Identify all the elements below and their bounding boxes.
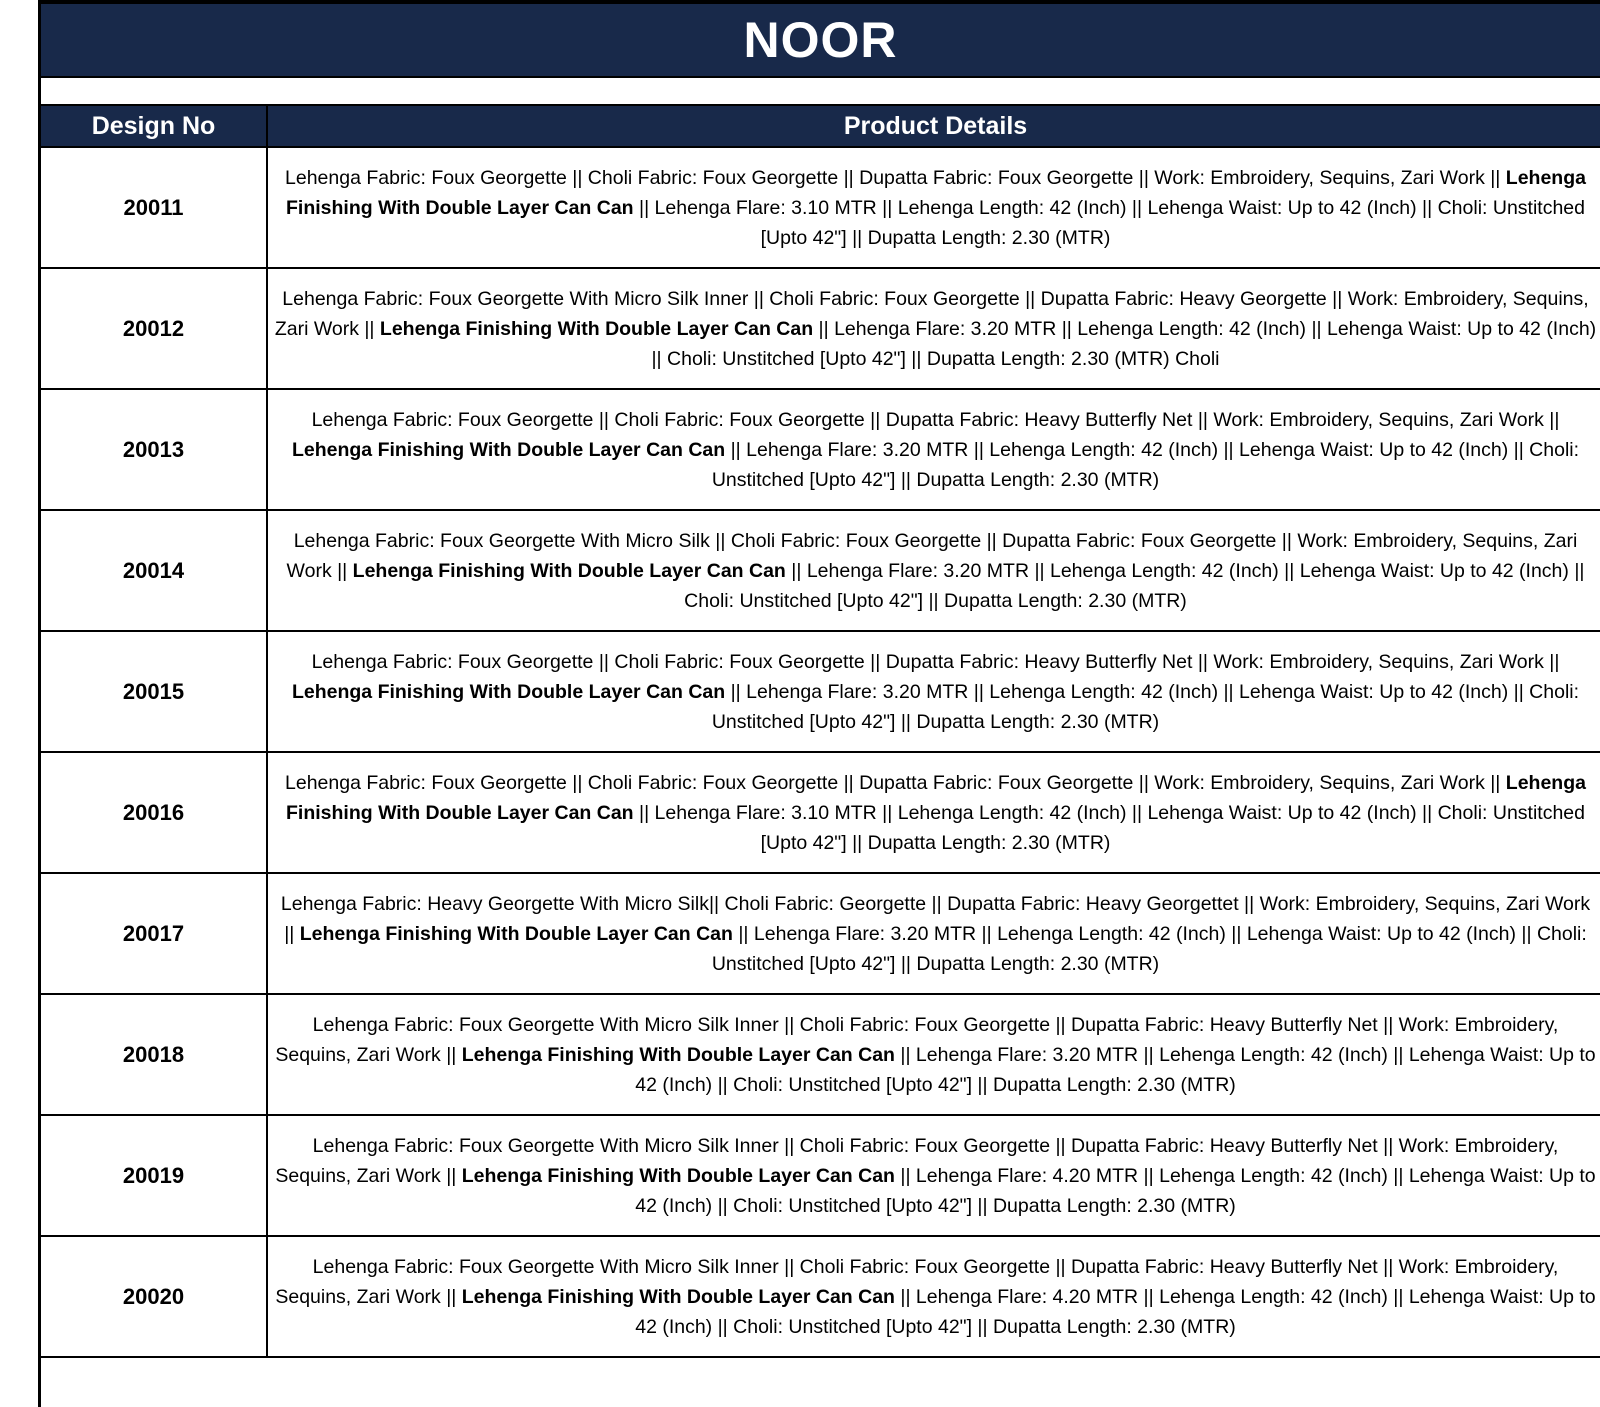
table-row xyxy=(41,1236,1600,1357)
product-details-cell xyxy=(267,510,1600,631)
details-text: Lehenga Fabric: Foux Georgette With Micro Silk Inner || Choli Fabric: Foux Georgette || Dupatta Fabric: Heavy Butterfly Net || Work: Embroidery, Sequins, Zari Work || xyxy=(275,1013,1559,1066)
details-text: Lehenga Fabric: Foux Georgette || Choli Fabric: Foux Georgette || Dupatta Fabric: Heavy Butterfly Net || Work: Embroidery, Sequins, Zari Work || xyxy=(311,650,1560,673)
details-text: Lehenga Fabric: Foux Georgette || Choli Fabric: Foux Georgette || Dupatta Fabric: Foux Georgette || Work: Embroidery, Sequins, Zari Work || xyxy=(285,166,1506,189)
design-no-cell: 20016 xyxy=(41,752,267,873)
product-details-cell xyxy=(267,268,1600,389)
finishing-label: Lehenga Finishing With Double Layer Can Can xyxy=(286,771,1586,824)
details-text: Lehenga Fabric: Foux Georgette With Micro Silk Inner || Choli Fabric: Foux Georgette || Dupatta Fabric: Heavy Georgette || Work: Embroidery, Sequins, Zari Work || xyxy=(274,287,1589,340)
finishing-label: Lehenga Finishing With Double Layer Can Can xyxy=(286,166,1586,219)
table-row xyxy=(41,268,1600,389)
table-row xyxy=(41,994,1600,1115)
table-body xyxy=(41,147,1600,1357)
details-text: || Lehenga Flare: 3.20 MTR || Lehenga Length: 42 (Inch) || Lehenga Waist: Up to 42 (Inch) || Choli: Unstitched [Upto 42"] || Dupatta Length: 2.30 (MTR) xyxy=(684,559,1585,612)
details-text: || Lehenga Flare: 4.20 MTR || Lehenga Length: 42 (Inch) || Lehenga Waist: Up to 42 (Inch) || Choli: Unstitched [Upto 42"] || Dupatta Length: 2.30 (MTR) xyxy=(635,1285,1596,1338)
product-details-header: Product Details xyxy=(267,106,1600,147)
details-text: || Lehenga Flare: 3.10 MTR || Lehenga Length: 42 (Inch) || Lehenga Waist: Up to 42 (Inch) || Choli: Unstitched [Upto 42"] || Dupatta Length: 2.30 (MTR) xyxy=(633,196,1585,249)
title-banner xyxy=(41,4,1600,78)
finishing-label: Lehenga Finishing With Double Layer Can Can xyxy=(461,1285,895,1308)
product-details-cell xyxy=(267,147,1600,268)
product-details-cell xyxy=(267,1115,1600,1236)
table-row xyxy=(41,631,1600,752)
details-text: Lehenga Fabric: Foux Georgette With Micro Silk Inner || Choli Fabric: Foux Georgette || Dupatta Fabric: Heavy Butterfly Net || Work: Embroidery, Sequins, Zari Work || xyxy=(275,1255,1559,1308)
spacer-row xyxy=(41,78,1600,106)
details-text: Lehenga Fabric: Heavy Georgette With Micro Silk|| Choli Fabric: Georgette || Dupatta Fabric: Heavy Georgettet || Work: Embroidery, Sequins, Zari Work || xyxy=(280,892,1591,945)
design-no-cell: 20020 xyxy=(41,1236,267,1357)
design-no-header: Design No xyxy=(41,106,267,147)
details-text: || Lehenga Flare: 3.20 MTR || Lehenga Length: 42 (Inch) || Lehenga Waist: Up to 42 (Inch) || Choli: Unstitched [Upto 42"] || Dupatta Length: 2.30 (MTR) xyxy=(635,1043,1596,1096)
design-no-cell: 20019 xyxy=(41,1115,267,1236)
details-text: || Lehenga Flare: 3.20 MTR || Lehenga Length: 42 (Inch) || Lehenga Waist: Up to 42 (Inch) || Choli: Unstitched [Upto 42"] || Dupatta Length: 2.30 (MTR) xyxy=(711,680,1580,733)
finishing-label: Lehenga Finishing With Double Layer Can Can xyxy=(461,1043,895,1066)
table-row xyxy=(41,752,1600,873)
details-text: Lehenga Fabric: Foux Georgette With Micro Silk || Choli Fabric: Foux Georgette || Dupatta Fabric: Foux Georgette || Work: Embroidery, Sequins, Zari Work || xyxy=(286,529,1578,582)
product-details-cell xyxy=(267,631,1600,752)
design-no-cell: 20013 xyxy=(41,389,267,510)
product-details-cell xyxy=(267,994,1600,1115)
catalog-sheet xyxy=(38,0,1600,1407)
details-text: || Lehenga Flare: 3.20 MTR || Lehenga Length: 42 (Inch) || Lehenga Waist: Up to 42 (Inch) || Choli: Unstitched [Upto 42"] || Dupatta Length: 2.30 (MTR) xyxy=(711,438,1580,491)
finishing-label: Lehenga Finishing With Double Layer Can Can xyxy=(291,680,726,703)
product-details-cell xyxy=(267,873,1600,994)
table-row xyxy=(41,147,1600,268)
design-no-cell: 20017 xyxy=(41,873,267,994)
finishing-label: Lehenga Finishing With Double Layer Can Can xyxy=(461,1164,895,1187)
details-text: || Lehenga Flare: 3.20 MTR || Lehenga Length: 42 (Inch) || Lehenga Waist: Up to 42 (Inch) || Choli: Unstitched [Upto 42"] || Dupatta Length: 2.30 (MTR) Choli xyxy=(651,317,1597,370)
design-no-cell: 20015 xyxy=(41,631,267,752)
design-no-cell: 20014 xyxy=(41,510,267,631)
table-row xyxy=(41,510,1600,631)
details-text: || Lehenga Flare: 4.20 MTR || Lehenga Length: 42 (Inch) || Lehenga Waist: Up to 42 (Inch) || Choli: Unstitched [Upto 42"] || Dupatta Length: 2.30 (MTR) xyxy=(635,1164,1596,1217)
finishing-label: Lehenga Finishing With Double Layer Can Can xyxy=(379,317,814,340)
details-text: Lehenga Fabric: Foux Georgette || Choli Fabric: Foux Georgette || Dupatta Fabric: Heavy Butterfly Net || Work: Embroidery, Sequins, Zari Work || xyxy=(311,408,1560,431)
details-text: Lehenga Fabric: Foux Georgette || Choli Fabric: Foux Georgette || Dupatta Fabric: Foux Georgette || Work: Embroidery, Sequins, Zari Work || xyxy=(285,771,1506,794)
product-details-cell xyxy=(267,389,1600,510)
product-table xyxy=(41,106,1600,1358)
table-row xyxy=(41,873,1600,994)
design-no-cell: 20011 xyxy=(41,147,267,268)
product-details-cell xyxy=(267,1236,1600,1357)
table-header-row xyxy=(41,106,1600,147)
finishing-label: Lehenga Finishing With Double Layer Can Can xyxy=(291,438,726,461)
product-details-cell xyxy=(267,752,1600,873)
finishing-label: Lehenga Finishing With Double Layer Can Can xyxy=(299,922,733,945)
details-text: Lehenga Fabric: Foux Georgette With Micro Silk Inner || Choli Fabric: Foux Georgette || Dupatta Fabric: Heavy Butterfly Net || Work: Embroidery, Sequins, Zari Work || xyxy=(275,1134,1559,1187)
finishing-label: Lehenga Finishing With Double Layer Can Can xyxy=(352,559,786,582)
design-no-cell: 20012 xyxy=(41,268,267,389)
page-title: NOOR xyxy=(743,12,898,68)
table-row xyxy=(41,389,1600,510)
details-text: || Lehenga Flare: 3.10 MTR || Lehenga Length: 42 (Inch) || Lehenga Waist: Up to 42 (Inch) || Choli: Unstitched [Upto 42"] || Dupatta Length: 2.30 (MTR) xyxy=(633,801,1585,854)
table-row xyxy=(41,1115,1600,1236)
design-no-cell: 20018 xyxy=(41,994,267,1115)
details-text: || Lehenga Flare: 3.20 MTR || Lehenga Length: 42 (Inch) || Lehenga Waist: Up to 42 (Inch) || Choli: Unstitched [Upto 42"] || Dupatta Length: 2.30 (MTR) xyxy=(711,922,1587,975)
